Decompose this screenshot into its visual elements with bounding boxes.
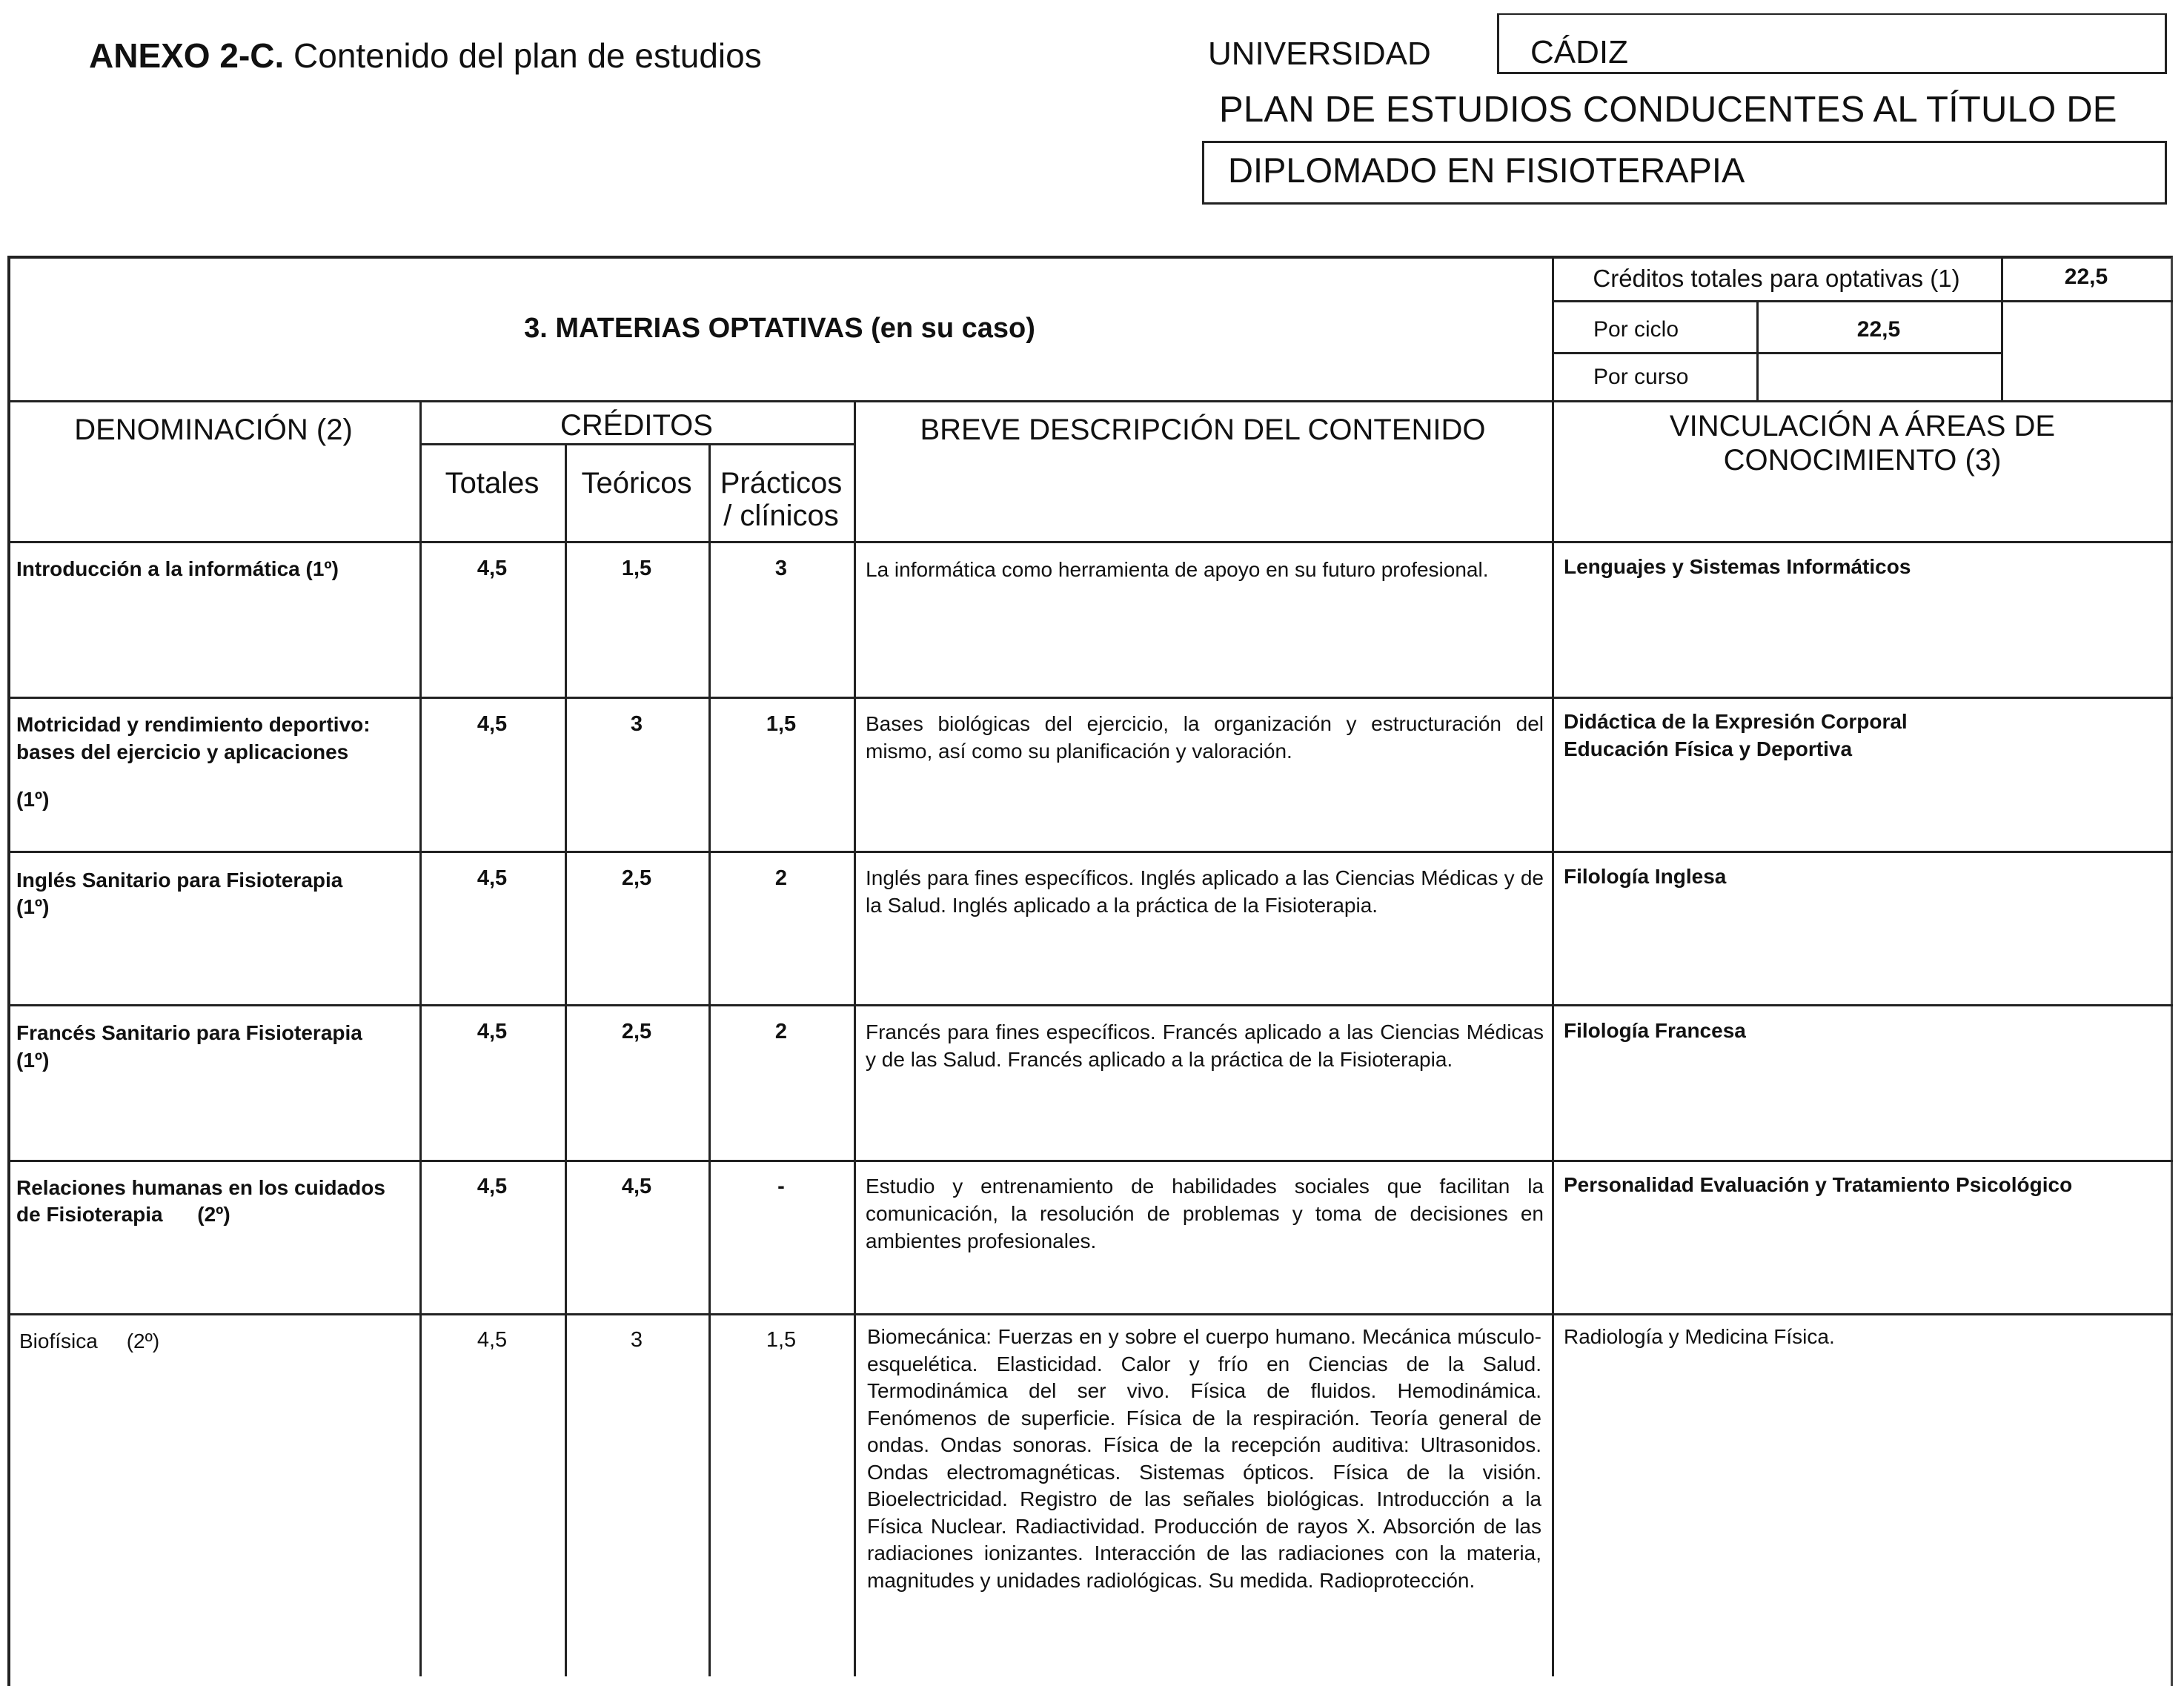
university-name: CÁDIZ	[1530, 34, 1628, 70]
row-2-description: Bases biológicas del ejercicio, la organización y estructuración del mismo, así como su planificación y valoración.	[866, 712, 1544, 763]
row-3-area: Filología Inglesa	[1564, 865, 1727, 888]
row-5-name-line2: de Fisioterapia (2º)	[16, 1203, 230, 1226]
col-header-description: BREVE DESCRIPCIÓN DEL CONTENIDO	[920, 414, 1486, 446]
row-2-area-2: Educación Física y Deportiva	[1564, 737, 1853, 760]
row-4-description: Francés para fines específicos. Francés aplicado a las Ciencias Médicas y de las Salud. Francés aplicado a la práctica de la Fisioterapia.	[866, 1020, 1544, 1071]
col-header-areas-2: CONOCIMIENTO (3)	[1723, 444, 2002, 477]
row-6-teoricos: 3	[630, 1328, 643, 1352]
credits-total-value: 22,5	[2064, 265, 2108, 289]
row-5-description: Estudio y entrenamiento de habilidades sociales que facilitan la comunicación, la resolución de problemas y toma de decisiones en ambientes profesionales.	[866, 1175, 1544, 1252]
divider	[7, 541, 2173, 543]
row-4-totales: 4,5	[477, 1020, 508, 1043]
divider	[7, 1004, 2173, 1006]
divider	[565, 443, 567, 1676]
row-1-totales: 4,5	[477, 557, 508, 580]
row-4-name-line2: (1º)	[16, 1049, 50, 1072]
row-3-teoricos: 2,5	[621, 866, 652, 890]
row-6-name: Biofísica (2º)	[19, 1330, 160, 1353]
row-6-area: Radiología y Medicina Física.	[1564, 1325, 1835, 1348]
row-1-teoricos: 1,5	[621, 557, 652, 580]
row-3-name-line2: (1º)	[16, 895, 50, 918]
row-4-name: Francés Sanitario para Fisioterapia	[16, 1021, 362, 1044]
row-5-name: Relaciones humanas en los cuidados	[16, 1176, 385, 1199]
per-course-label: Por curso	[1593, 365, 1689, 389]
divider	[1552, 400, 1554, 1676]
row-6-practicos: 1,5	[766, 1328, 797, 1352]
row-2-teoricos: 3	[630, 712, 643, 736]
col-header-totales: Totales	[445, 467, 540, 500]
row-1-area: Lenguajes y Sistemas Informáticos	[1564, 555, 1911, 578]
row-5-practicos: -	[777, 1175, 785, 1198]
row-2-name-line3: (1º)	[16, 788, 50, 811]
divider	[7, 400, 2173, 402]
university-label: UNIVERSIDAD	[1208, 36, 1431, 72]
divider	[7, 1313, 2173, 1315]
col-header-name: DENOMINACIÓN (2)	[74, 414, 353, 446]
divider	[1552, 300, 2173, 302]
row-6-description: Biomecánica: Fuerzas en y sobre el cuerpo humano. Mecánica músculo-esquelética. Elasticidad. Calor y frío en Ciencias de la Salud. Termodinámica del ser vivo. Física de fluidos. Hemodinámica. Fenómenos de superficie. Física de la respiración. Teoría general de ondas. Ondas sonoras. Física de la recepción auditiva: Ultrasonidos. Ondas electromagnéticas. Sistemas ópticos. Física de la visión. Bioelectricidad. Registro de las señales biológicas. Introducción a la Física Nuclear. Radiactividad. Producción de rayos X. Absorción de las radiaciones ionizantes. Interacción de las radiaciones con la materia, magnitudes y unidades radiológicas. Su medida. Radioprotección.	[867, 1325, 1541, 1592]
divider	[7, 697, 2173, 699]
divider	[708, 443, 711, 1676]
row-3-totales: 4,5	[477, 866, 508, 890]
per-cycle-value: 22,5	[1856, 317, 1901, 342]
plan-line: PLAN DE ESTUDIOS CONDUCENTES AL TÍTULO DE	[1219, 90, 2117, 130]
row-3-name: Inglés Sanitario para Fisioterapia	[16, 869, 343, 892]
row-1-description: La informática como herramienta de apoyo en su futuro profesional.	[866, 558, 1489, 581]
row-2-totales: 4,5	[477, 712, 508, 736]
divider	[7, 851, 2173, 853]
credits-total-label: Créditos totales para optativas (1)	[1593, 265, 1960, 292]
row-3-practicos: 2	[774, 866, 788, 890]
row-5-totales: 4,5	[477, 1175, 508, 1198]
col-header-practicos: Prácticos	[720, 467, 843, 500]
col-header-teoricos: Teóricos	[581, 467, 692, 500]
row-2-practicos: 1,5	[766, 712, 797, 736]
row-1-practicos: 3	[774, 557, 788, 580]
row-3-description: Inglés para fines específicos. Inglés aplicado a las Ciencias Médicas y de la Salud. Inglés aplicado a la práctica de la Fisioterapia.	[866, 866, 1544, 917]
per-cycle-label: Por ciclo	[1593, 317, 1679, 342]
divider	[1756, 300, 1759, 400]
row-1-name: Introducción a la informática (1º)	[16, 557, 339, 580]
col-header-areas: VINCULACIÓN A ÁREAS DE	[1669, 410, 2056, 442]
col-header-practicos-2: / clínicos	[723, 500, 839, 532]
row-2-area: Didáctica de la Expresión Corporal	[1564, 710, 1908, 733]
row-6-totales: 4,5	[477, 1328, 508, 1352]
divider	[7, 1160, 2173, 1162]
row-2-name: Motricidad y rendimiento deportivo:	[16, 713, 371, 736]
col-header-credits: CRÉDITOS	[560, 409, 713, 442]
row-5-teoricos: 4,5	[621, 1175, 652, 1198]
row-4-teoricos: 2,5	[621, 1020, 652, 1043]
divider	[854, 400, 856, 1676]
section-title: 3. MATERIAS OPTATIVAS (en su caso)	[524, 313, 1035, 344]
annex-title: ANEXO 2-C. Contenido del plan de estudios	[89, 36, 762, 75]
row-5-area: Personalidad Evaluación y Tratamiento Psicológico	[1564, 1173, 2073, 1196]
divider	[1552, 352, 2001, 354]
row-2-name-line2: bases del ejercicio y aplicaciones	[16, 740, 349, 763]
degree-title: DIPLOMADO EN FISIOTERAPIA	[1228, 150, 1745, 190]
row-4-area: Filología Francesa	[1564, 1019, 1746, 1042]
row-4-practicos: 2	[774, 1020, 788, 1043]
divider	[419, 443, 854, 445]
